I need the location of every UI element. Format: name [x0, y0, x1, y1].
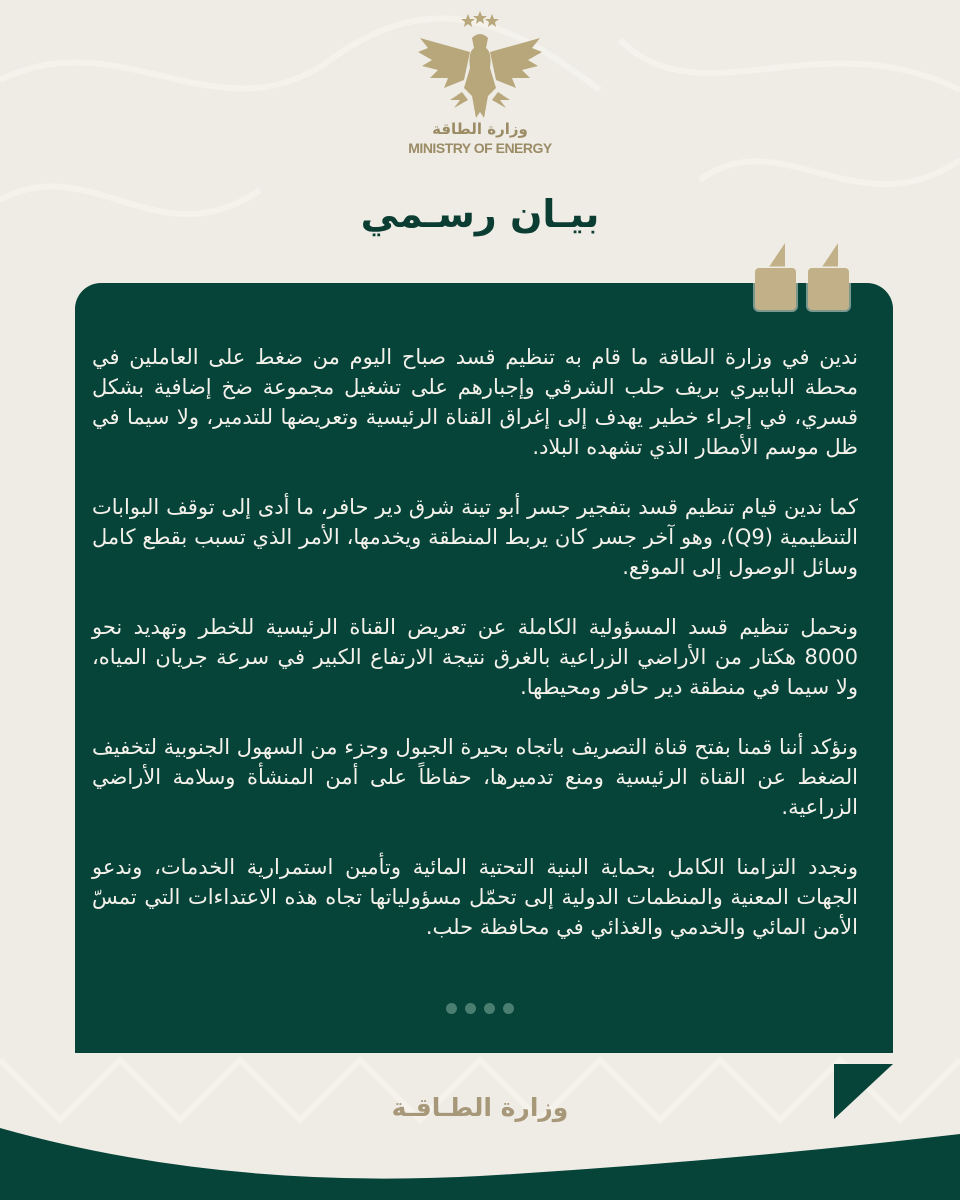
pagination-dot [503, 1003, 514, 1014]
statement-body [92, 342, 858, 972]
pagination-dot [446, 1003, 457, 1014]
quote-marks-icon [755, 243, 796, 310]
footer-ministry-name: وزارة الطـاقـة [391, 1093, 569, 1122]
paragraph-3: ونحمل تنظيم قسد المسؤولية الكاملة عن تعريض القناة الرئيسية للخطر وتهديد نحو 8000 هكتار من الأراضي الزراعية بالغرق نتيجة الارتفاع الكبير في سرعة جريان المياه، ولا سيما في منطقة دير حافر ومحيطها. [92, 615, 858, 699]
pagination-dot [465, 1003, 476, 1014]
pagination-dot [484, 1003, 495, 1014]
paragraph-2: كما ندين قيام تنظيم قسد بتفجير جسر أبو تينة شرق دير حافر، ما أدى إلى توقف البوابات التنظيمية (Q9)، وهو آخر جسر كان يربط المنطقة ويخدمها، الأمر الذي تسبب بقطع كامل وسائل الوصول إلى الموقع. [92, 495, 859, 579]
pagination-dots [446, 1003, 514, 1014]
page-title: بيـان رسـمي [360, 192, 600, 236]
paragraph-5: ونجدد التزامنا الكامل بحماية البنية التحتية المائية وتأمين استمرارية الخدمات، وندعو الجهات المعنية والمنظمات الدولية إلى تحمّل مسؤولياتها تجاه هذه الاعتداءات التي تمسّ الأمن المائي والخدمي والغذائي في محافظة حلب. [92, 855, 858, 939]
paragraph-1: ندين في وزارة الطاقة ما قام به تنظيم قسد صباح اليوم من ضغط على العاملين في محطة البابيري بريف حلب الشرقي وإجبارهم على تشغيل مجموعة ضخ إضافية بشكل قسري، في إجراء خطير يهدف إلى إغراق القناة الرئيسية وتعريضها للتدمير، ولا سيما في ظل موسم الأمطار الذي تشهده البلاد. [92, 345, 858, 459]
quote-marks-icon [808, 243, 849, 310]
footer-wave [0, 1100, 960, 1200]
eagle-emblem-icon [410, 8, 550, 128]
logo-english-name: MINISTRY OF ENERGY [408, 140, 552, 156]
logo-arabic-name: وزارة الطاقة [432, 120, 528, 138]
paragraph-4: ونؤكد أننا قمنا بفتح قناة التصريف باتجاه بحيرة الجبول وجزء من السهول الجنوبية لتخفيف الضغط عن القناة الرئيسية ومنع تدميرها، حفاظاً على أمن المنشأة وسلامة الأراضي الزراعية. [92, 735, 858, 819]
